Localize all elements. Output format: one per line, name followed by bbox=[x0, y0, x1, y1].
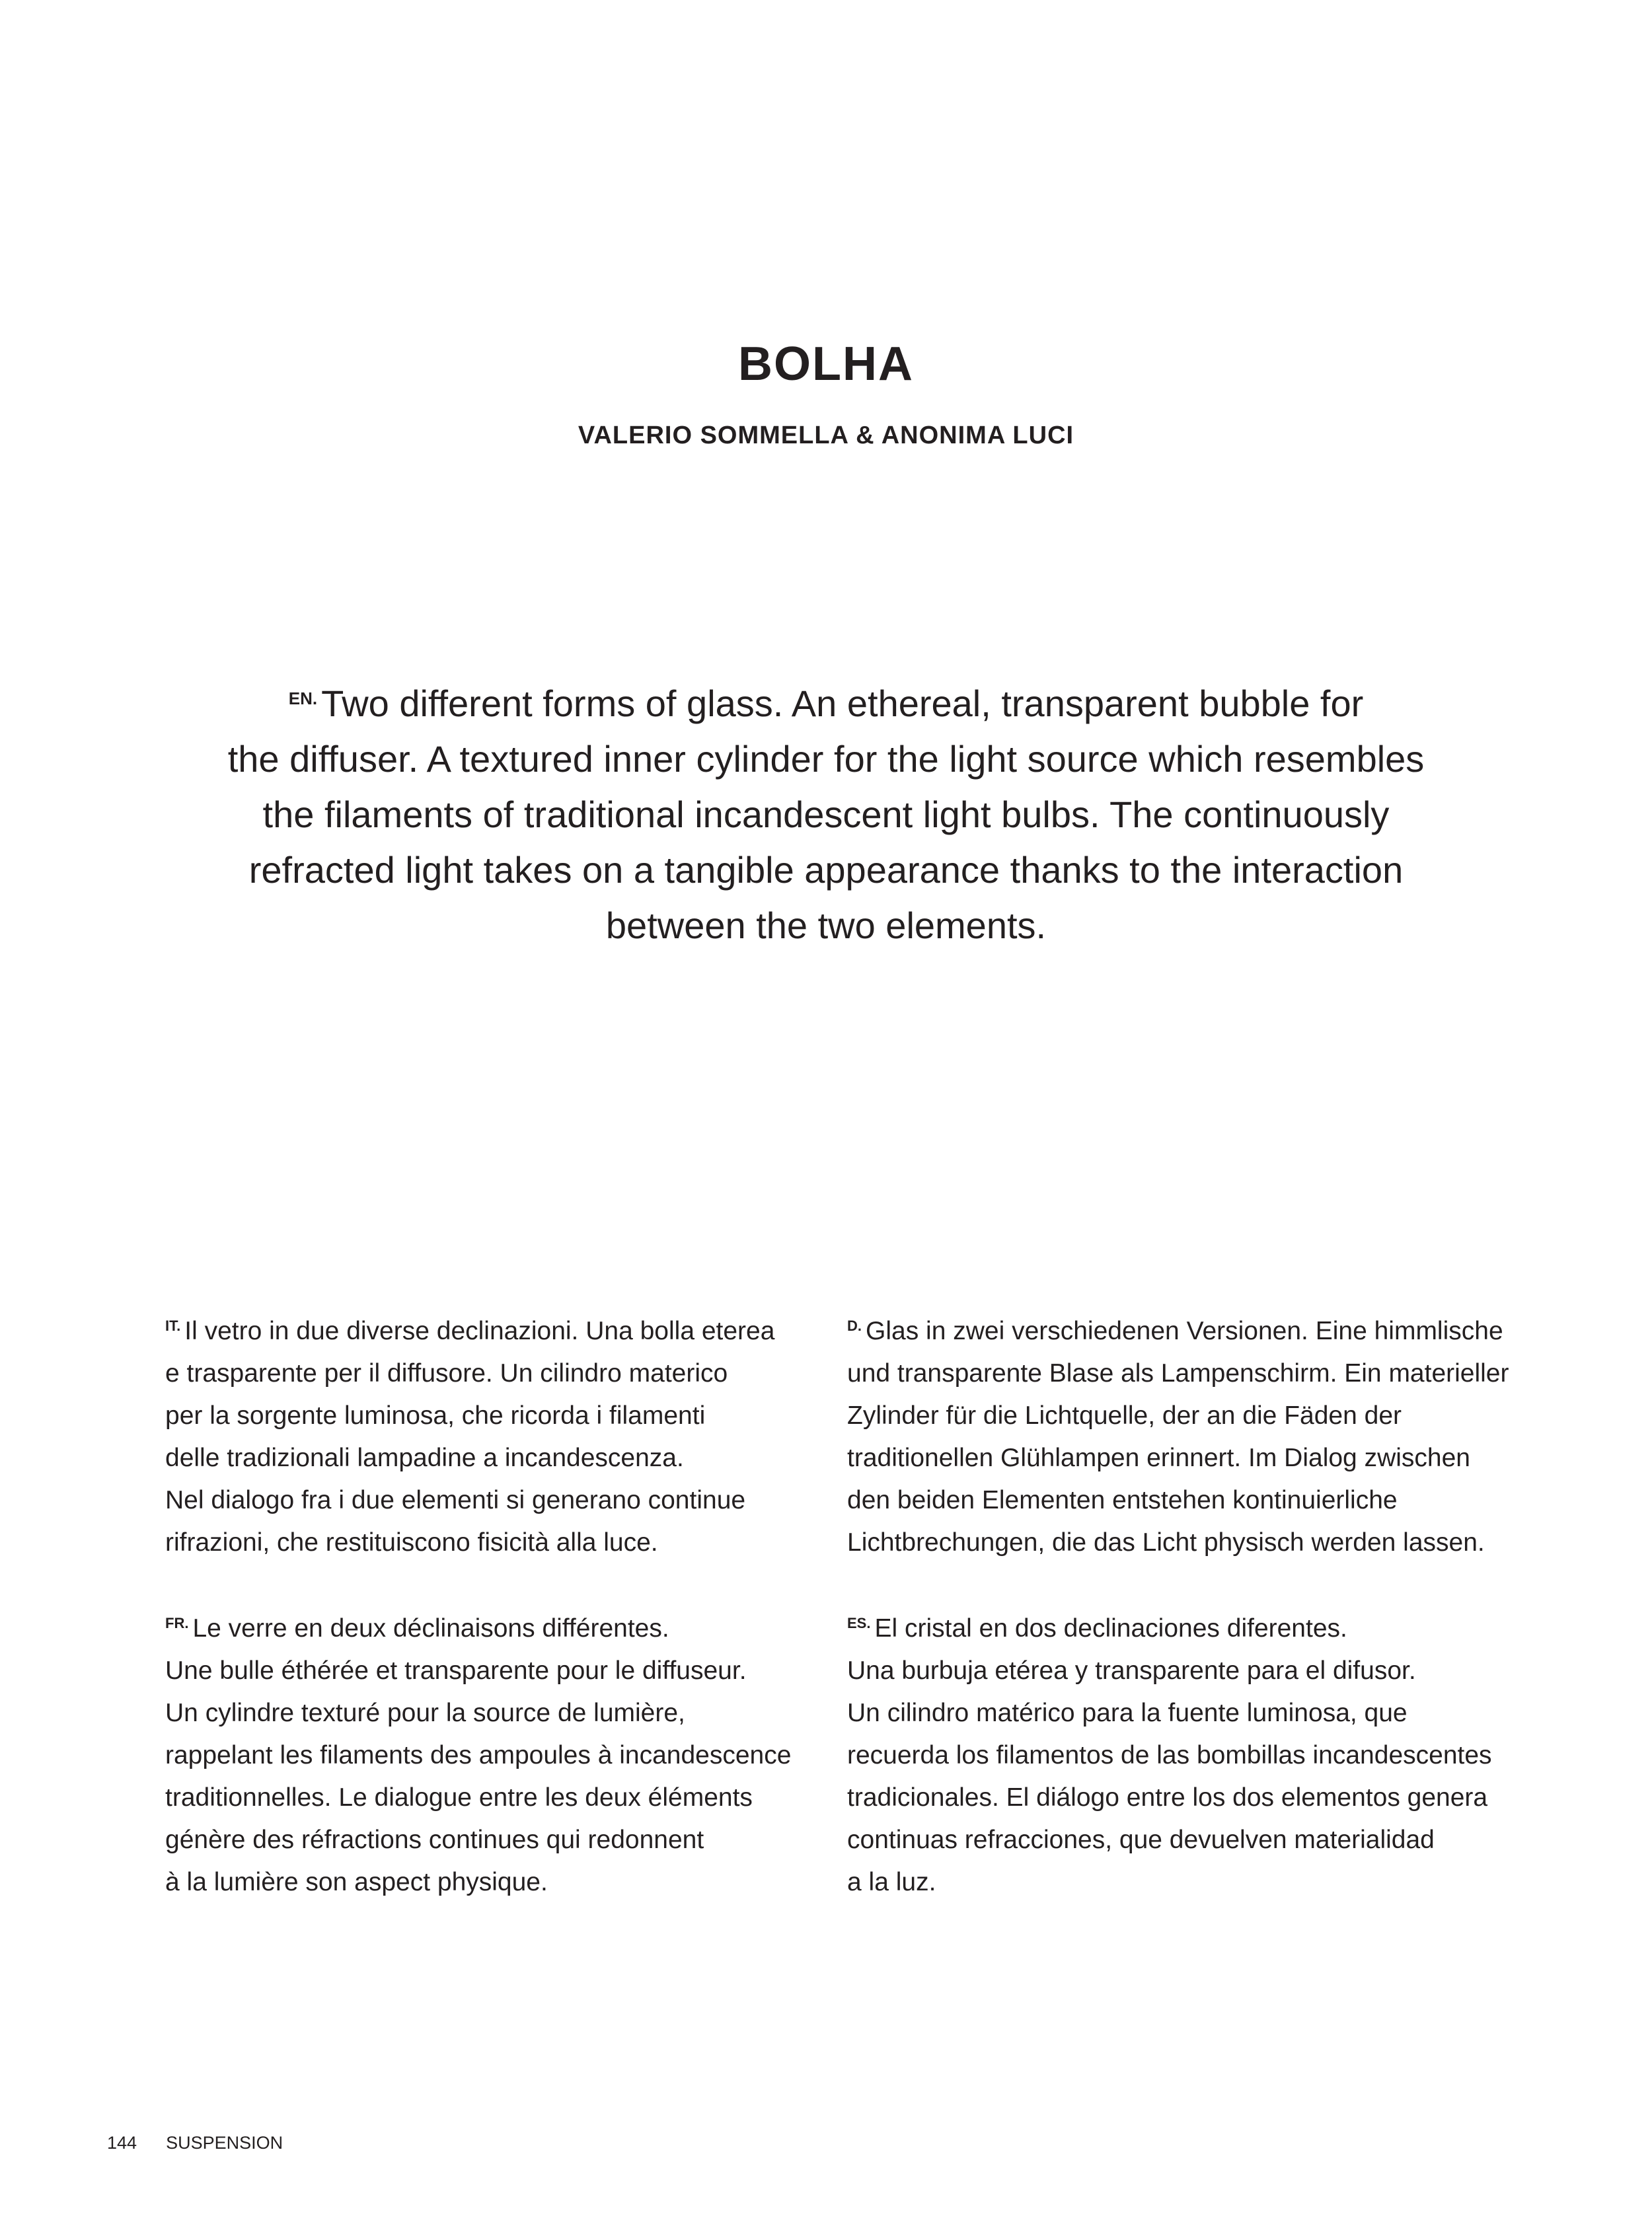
intro-paragraph-en bbox=[165, 671, 1487, 953]
text-line: Una burbuja etérea y transparente para el difusor. bbox=[847, 1656, 1416, 1685]
intro-line: the diffuser. A textured inner cylinder for the light source which resembles bbox=[227, 738, 1425, 780]
paragraph-de: $^{D.}$ Glas in zwei verschiedenen Versionen. Eine himmlische und transparente Blase als Lampenschirm. Ein materieller Zylinder für die Lichtquelle, der an die Fäden der traditionellen Glühlampen erinnert. Im Dialog zwischen den beiden Elementen entstehen kontinuierliche Lichtbrechungen, die das Licht physisch werden lassen. bbox=[847, 1305, 1541, 1564]
text-line: Un cylindre texturé pour la source de lumière, bbox=[165, 1699, 685, 1727]
text-line: per la sorgente luminosa, che ricorda i filamenti bbox=[165, 1401, 706, 1430]
text-line: delle tradizionali lampadine a incandescenza. bbox=[165, 1444, 684, 1472]
paragraph-es: $^{ES.}$ El cristal en dos declinaciones diferentes. Una burbuja etérea y transparente para el difusor. Un cilindro matérico para la fuente luminosa, que recuerda los filamentos de las bombillas incandescentes tradicionales. El diálogo entre los dos elementos genera continuas refracciones, que devuelven materialidad a la luz. bbox=[847, 1602, 1541, 1904]
language-tag-de: D. bbox=[847, 1318, 862, 1334]
paragraph-fr: $^{FR.}$ Le verre en deux déclinaisons différentes. Une bulle éthérée et transparente pour le diffuseur. Un cylindre texturé pour la source de lumière, rappelant les filaments des ampoules à incandescence traditionnelles. Le dialogue entre les deux éléments génère des réfractions continues qui redonnent à la lumière son aspect physique. bbox=[165, 1602, 826, 1904]
section-label: SUSPENSION bbox=[166, 2133, 283, 2153]
text-line: génère des réfractions continues qui redonnent bbox=[165, 1826, 704, 1854]
intro-line: $^{EN.}$ Two different forms of glass. An ethereal, transparent bubble for bbox=[288, 683, 1364, 724]
intro-line: refracted light takes on a tangible appearance thanks to the interaction bbox=[248, 849, 1404, 891]
text-line: rifrazioni, che restituiscono fisicità alla luce. bbox=[165, 1528, 658, 1557]
text-line: den beiden Elementen entstehen kontinuierliche bbox=[847, 1486, 1398, 1514]
language-tag-fr: FR. bbox=[165, 1615, 189, 1631]
page-footer bbox=[107, 2133, 312, 2153]
text-line: Lichtbrechungen, die das Licht physisch werden lassen. bbox=[847, 1528, 1485, 1557]
text-line: Zylinder für die Lichtquelle, der an die Fäden der bbox=[847, 1401, 1402, 1430]
text-line: Nel dialogo fra i due elementi si generano continue bbox=[165, 1486, 746, 1514]
text-line: tradicionales. El diálogo entre los dos elementos genera bbox=[847, 1783, 1488, 1812]
designer-credit: VALERIO SOMMELLA & ANONIMA LUCI bbox=[578, 422, 1074, 449]
language-tag-es: ES. bbox=[847, 1615, 871, 1631]
page-number: 144 bbox=[107, 2133, 137, 2153]
text-line: recuerda los filamentos de las bombillas incandescentes bbox=[847, 1741, 1492, 1769]
text-line: e trasparente per il diffusore. Un cilindro materico bbox=[165, 1359, 728, 1388]
text-line: rappelant les filaments des ampoules à incandescence bbox=[165, 1741, 792, 1769]
text-line: traditionellen Glühlampen erinnert. Im Dialog zwischen bbox=[847, 1444, 1470, 1472]
paragraph-it: $^{IT.}$ Il vetro in due diverse declinazioni. Una bolla eterea e trasparente per il diffusore. Un cilindro materico per la sorgente luminosa, che ricorda i filamenti delle tradizionali lampadine a incandescenza. Nel dialogo fra i due elementi si generano continue rifrazioni, che restituiscono fisicità alla luce. bbox=[165, 1305, 826, 1564]
intro-line: between the two elements. bbox=[605, 905, 1047, 946]
text-line: continuas refracciones, que devuelven materialidad bbox=[847, 1826, 1435, 1854]
text-line: Une bulle éthérée et transparente pour le diffuseur. bbox=[165, 1656, 747, 1685]
language-tag-it: IT. bbox=[165, 1318, 181, 1334]
text-line: à la lumière son aspect physique. bbox=[165, 1868, 548, 1896]
language-tag-en: EN. bbox=[288, 688, 318, 708]
text-line: und transparente Blase als Lampenschirm. Ein materieller bbox=[847, 1359, 1509, 1388]
intro-line: the filaments of traditional incandescent light bulbs. The continuously bbox=[262, 794, 1390, 835]
text-line: Un cilindro matérico para la fuente luminosa, que bbox=[847, 1699, 1408, 1727]
page-title: BOLHA bbox=[738, 338, 914, 390]
text-line: traditionnelles. Le dialogue entre les deux éléments bbox=[165, 1783, 753, 1812]
text-line: a la luz. bbox=[847, 1868, 936, 1896]
